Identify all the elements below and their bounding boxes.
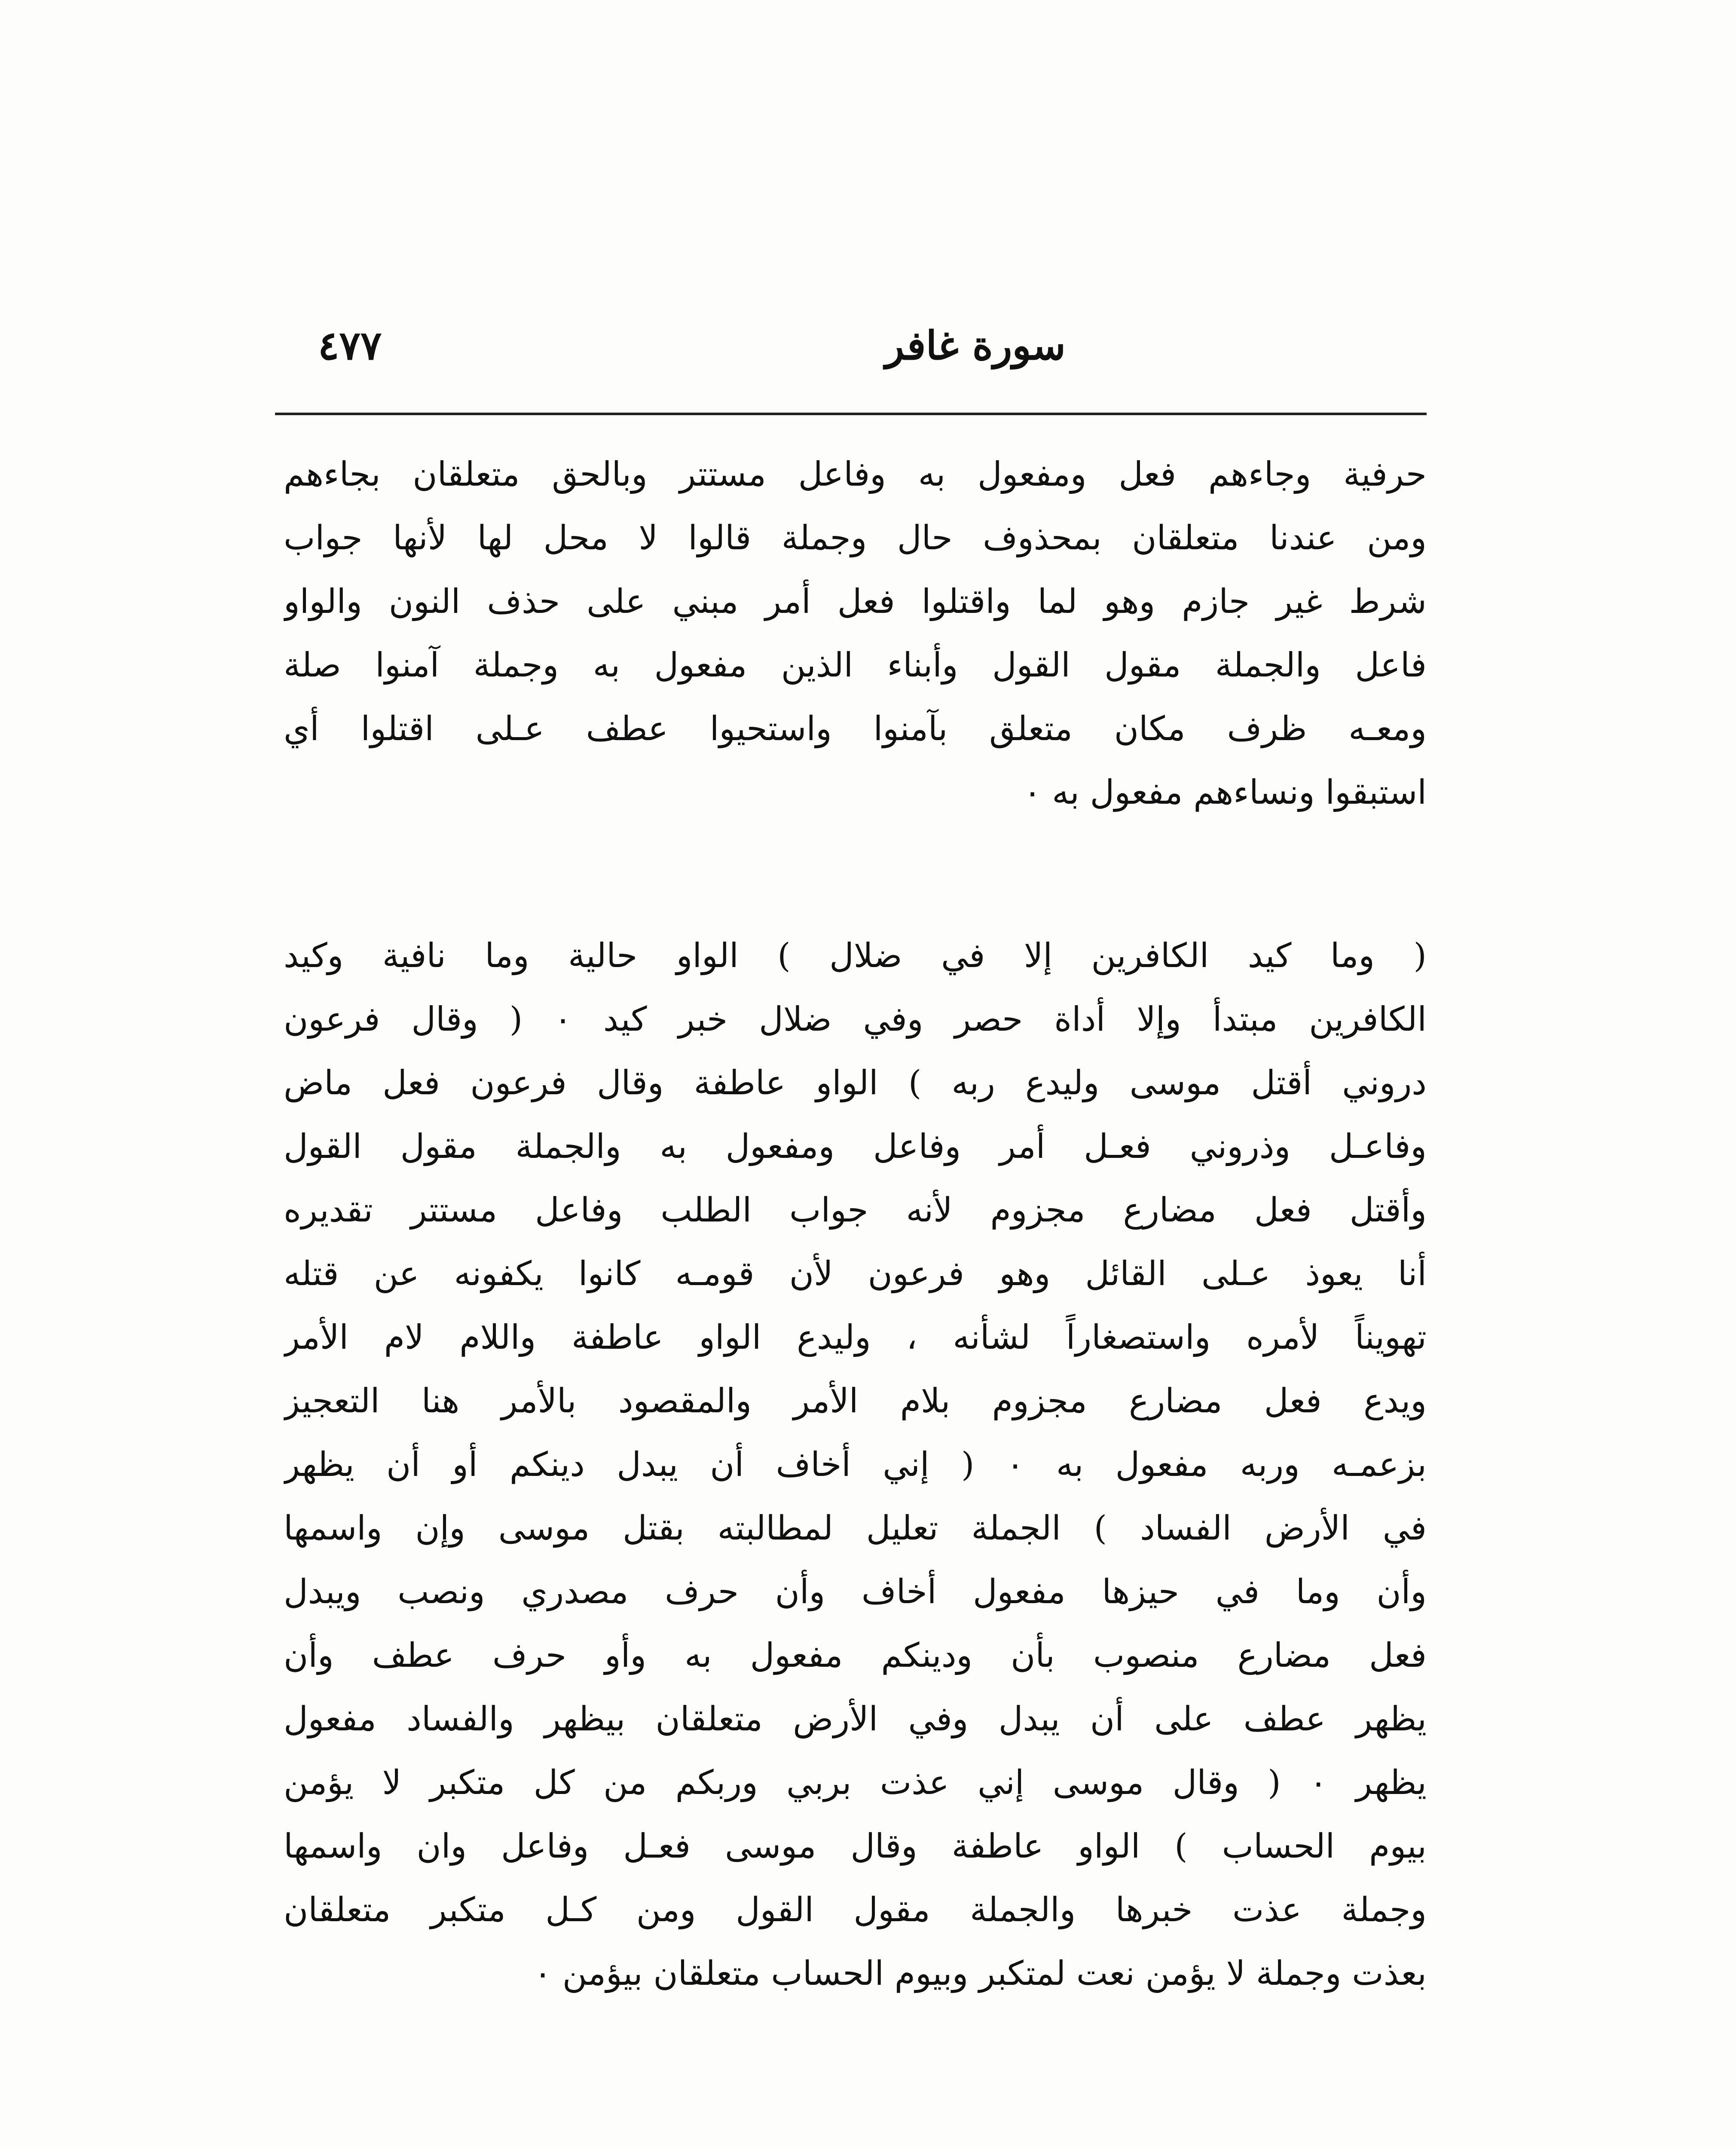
- text-line: بعذت وجملة لا يؤمن نعت لمتكبر وبيوم الحساب متعلقان بيؤمن ٠: [534, 1954, 1427, 1993]
- text-line: حرفية وجاءهم فعل ومفعول به وفاعل مستتر وبالحق متعلقان بجاءهم: [284, 455, 1427, 494]
- text-line: في الأرض الفساد ) الجملة تعليل لمطالبته بقتل موسى وإن واسمها: [284, 1509, 1427, 1548]
- text-line: ويدع فعل مضارع مجزوم بلام الأمر والمقصود بالأمر هنا التعجيز: [284, 1382, 1427, 1420]
- text-line: أنا يعوذ عـلى القائل وهو فرعون لأن قومـه كانوا يكفونه عن قتله: [284, 1255, 1427, 1293]
- text-line: تهويناً لأمره واستصغاراً لشأنه ، وليدع الواو عاطفة واللام لام الأمر: [284, 1318, 1427, 1357]
- text-line: وأقتل فعل مضارع مجزوم لأنه جواب الطلب وفاعل مستتر تقديره: [284, 1191, 1427, 1230]
- running-title: سورة غافر: [885, 322, 1066, 369]
- text-line: فاعل والجملة مقول القول وأبناء الذين مفعول به وجملة آمنوا صلة: [284, 646, 1427, 685]
- text-line: استبقوا ونساءهم مفعول به ٠: [1023, 773, 1427, 812]
- page-header: [284, 309, 1427, 383]
- paragraph-2: [284, 924, 1427, 2005]
- text-line: وأن وما في حيزها مفعول أخاف وأن حرف مصدري ونصب ويبدل: [284, 1573, 1427, 1611]
- text-line: فعل مضارع منصوب بأن ودينكم مفعول به وأو حرف عطف وأن: [284, 1636, 1427, 1675]
- text-line: دروني أقتل موسى وليدع ربه ) الواو عاطفة وقال فرعون فعل ماض: [284, 1064, 1427, 1102]
- paragraph-1: [284, 443, 1427, 824]
- text-line: ومعـه ظرف مكان متعلق بآمنوا واستحيوا عطف عـلى اقتلوا أي: [284, 710, 1427, 748]
- text-line: وفاعـل وذروني فعـل أمر وفاعل ومفعول به والجملة مقول القول: [284, 1127, 1427, 1166]
- text-line: شرط غير جازم وهو لما واقتلوا فعل أمر مبني على حذف النون والواو: [284, 582, 1427, 621]
- header-divider: [275, 413, 1427, 415]
- text-line: يظهر ٠ ( وقال موسى إني عذت بربي وربكم من كل متكبر لا يؤمن: [284, 1763, 1427, 1802]
- text-line: وجملة عذت خبرها والجملة مقول القول ومن كـل متكبر متعلقان: [284, 1891, 1427, 1929]
- text-line: ( وما كيد الكافرين إلا في ضلال ) الواو حالية وما نافية وكيد: [284, 937, 1427, 975]
- text-line: الكافرين مبتدأ وإلا أداة حصر وفي ضلال خبر كيد ٠ ( وقال فرعون: [284, 1000, 1427, 1039]
- page-number: ٤٧٧: [318, 322, 382, 369]
- text-line: بزعمـه وربه مفعول به ٠ ( إني أخاف أن يبدل دينكم أو أن يظهر: [284, 1445, 1427, 1484]
- text-line: يظهر عطف على أن يبدل وفي الأرض متعلقان بيظهر والفساد مفعول: [284, 1700, 1427, 1739]
- text-line: بيوم الحساب ) الواو عاطفة وقال موسى فعـل وفاعل وان واسمها: [284, 1827, 1427, 1866]
- text-line: ومن عندنا متعلقان بمحذوف حال وجملة قالوا لا محل لها لأنها جواب: [284, 519, 1427, 557]
